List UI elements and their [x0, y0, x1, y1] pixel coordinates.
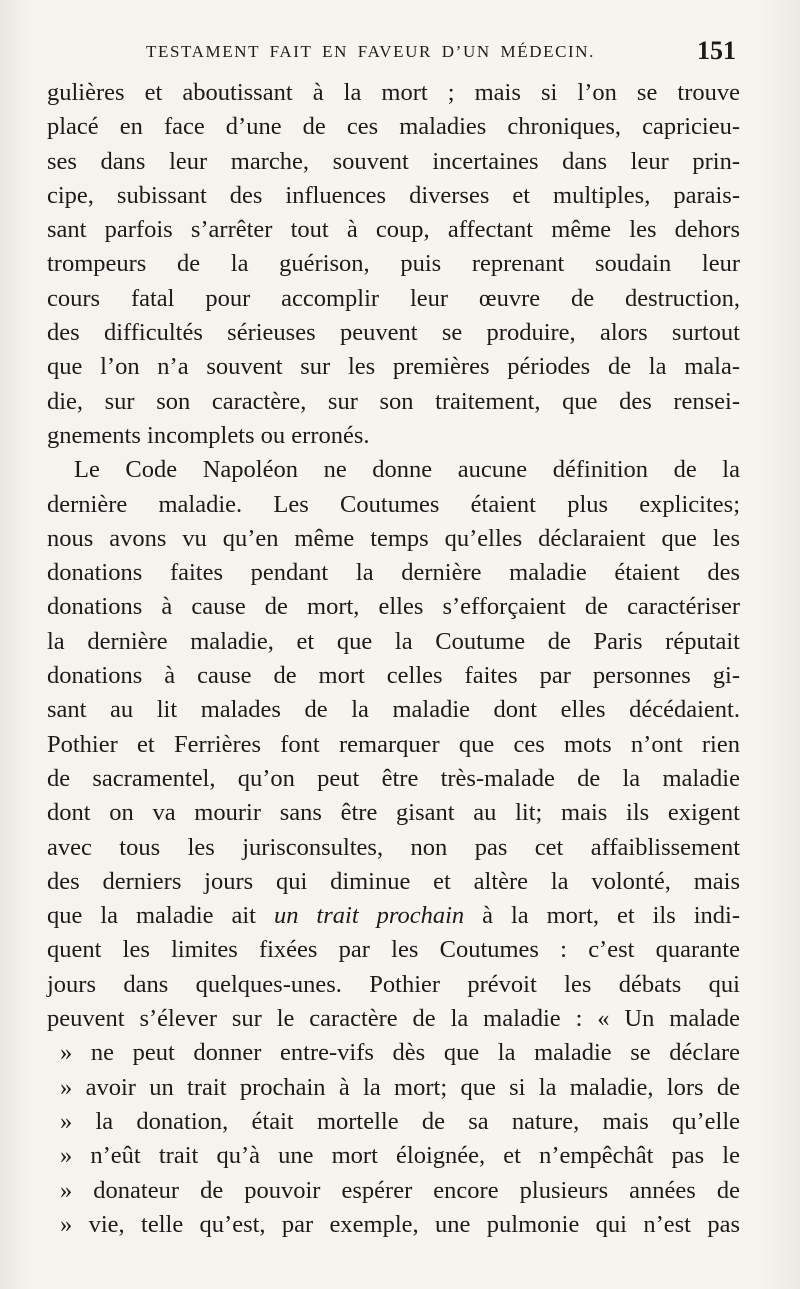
- paragraph-end-line: gnements incomplets ou erronés.: [47, 421, 370, 449]
- quote-line: » avoir un trait prochain à la mort; que si la maladie, lors de: [60, 1073, 740, 1101]
- quote-line: » ne peut donner entre-vifs dès que la maladie se déclare: [60, 1039, 740, 1067]
- text-line: placé en face d’une de ces maladies chroniques, capricieu-: [47, 113, 740, 141]
- text-line: Pothier et Ferrières font remarquer que ces mots n’ont rien: [47, 730, 740, 758]
- text-line: gulières et aboutissant à la mort ; mais si l’on se trouve: [47, 79, 740, 106]
- quote-line: » donateur de pouvoir espérer encore plusieurs années de: [60, 1176, 740, 1204]
- text-line: ses dans leur marche, souvent incertaines dans leur prin-: [47, 147, 740, 175]
- page-header: [146, 36, 736, 72]
- text-line: cours fatal pour accomplir leur œuvre de destruction,: [47, 284, 740, 312]
- paragraph-start-line: Le Code Napoléon ne donne aucune définition de la: [74, 456, 740, 484]
- text-line: donations à cause de mort, elles s’efforçaient de caractériser: [47, 593, 740, 621]
- text-line: quent les limites fixées par les Coutumes : c’est quarante: [47, 936, 740, 964]
- text-line: de sacramentel, qu’on peut être très-malade de la maladie: [47, 764, 740, 792]
- quote-line: » n’eût trait qu’à une mort éloignée, et n’empêchât pas le: [60, 1142, 740, 1170]
- text-line-with-italic: [47, 899, 740, 933]
- text-line: dont on va mourir sans être gisant au lit; mais ils exigent: [47, 799, 740, 827]
- text-line: avec tous les jurisconsultes, non pas cet affaiblissement: [47, 833, 740, 861]
- text-line: die, sur son caractère, sur son traitement, que des rensei-: [47, 387, 740, 415]
- text-line: sant parfois s’arrêter tout à coup, affectant même les dehors: [47, 216, 740, 244]
- italic-phrase: un trait prochain: [273, 902, 465, 930]
- text-line: peuvent s’élever sur le caractère de la maladie : « Un malade: [47, 1005, 740, 1033]
- text-line: nous avons vu qu’en même temps qu’elles déclaraient que les: [47, 524, 740, 552]
- text-line: des difficultés sérieuses peuvent se produire, alors surtout: [47, 319, 740, 347]
- text-segment: que la maladie ait: [47, 902, 274, 930]
- text-line: la dernière maladie, et que la Coutume de Paris réputait: [47, 627, 740, 655]
- quote-line: » la donation, était mortelle de sa nature, mais qu’elle: [60, 1107, 740, 1135]
- text-line: donations faites pendant la dernière maladie étaient des: [47, 559, 740, 587]
- text-line: trompeurs de la guérison, puis reprenant soudain leur: [47, 250, 740, 278]
- body-text: [47, 76, 740, 1242]
- text-line: des derniers jours qui diminue et altère la volonté, mais: [47, 867, 740, 895]
- text-segment: à la mort, et ils indi-: [464, 902, 740, 930]
- text-line: donations à cause de mort celles faites par personnes gi-: [47, 662, 740, 690]
- page-number: 151: [697, 36, 736, 65]
- quote-line: » vie, telle qu’est, par exemple, une pulmonie qui n’est pas: [60, 1210, 740, 1238]
- text-line: jours dans quelques-unes. Pothier prévoit les débats qui: [47, 970, 740, 998]
- text-line: sant au lit malades de la maladie dont elles décédaient.: [47, 696, 740, 724]
- text-line: que l’on n’a souvent sur les premières périodes de la mala-: [47, 353, 740, 381]
- text-line: dernière maladie. Les Coutumes étaient plus explicites;: [47, 490, 740, 518]
- text-line: cipe, subissant des influences diverses et multiples, parais-: [47, 181, 740, 209]
- running-title: TESTAMENT FAIT EN FAVEUR D’UN MÉDECIN.: [146, 42, 596, 61]
